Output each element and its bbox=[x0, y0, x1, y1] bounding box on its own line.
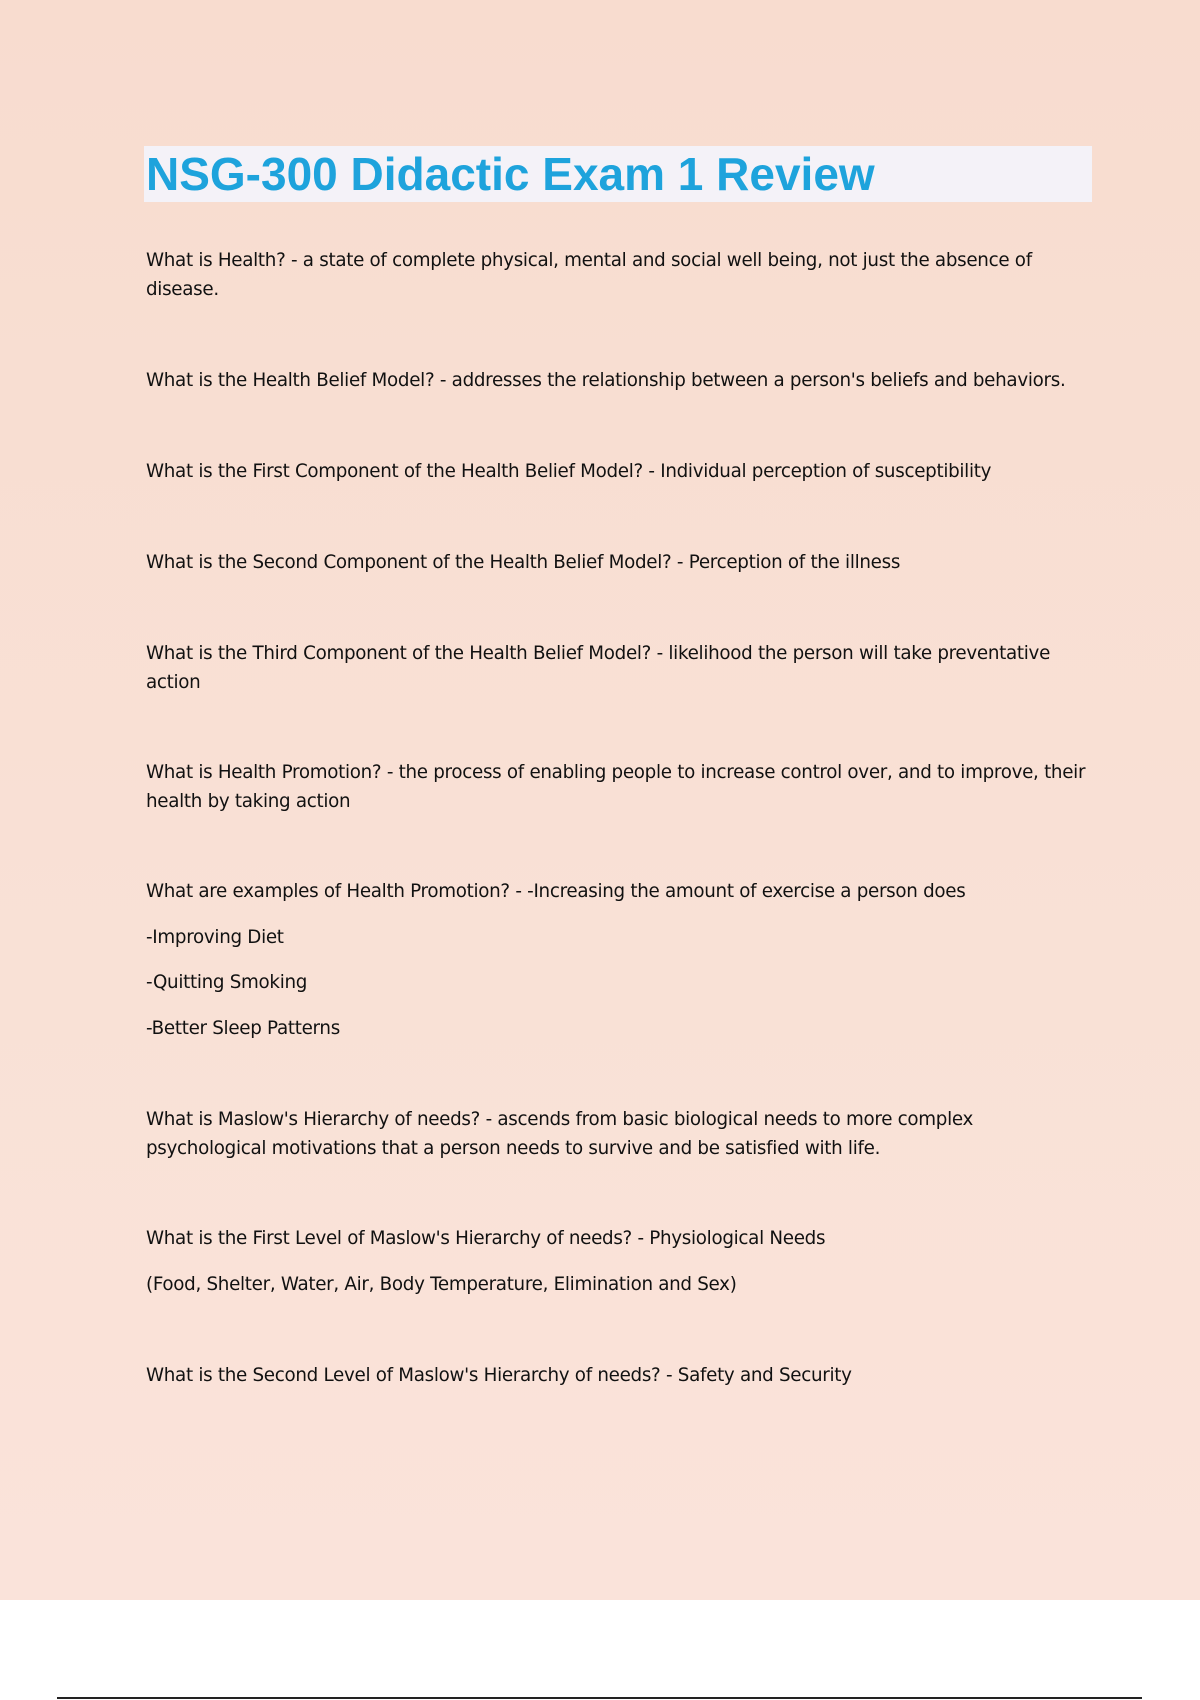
example-improving-diet: -Improving Diet bbox=[146, 927, 284, 948]
qa-item-third-component: What is the Third Component of the Health Belief Model? - likelihood the person will take preventative action bbox=[146, 643, 1051, 693]
qa-item-health-promotion-examples: What are examples of Health Promotion? - -Increasing the amount of exercise a person does bbox=[146, 881, 966, 902]
qa-item-health-promotion: What is Health Promotion? - the process of enabling people to increase control over, and to improve, their health by taking action bbox=[146, 762, 1086, 812]
qa-item-health-belief-model: What is the Health Belief Model? - addresses the relationship between a person's beliefs and behaviors. bbox=[146, 370, 1066, 391]
maslow-first-level-detail: (Food, Shelter, Water, Air, Body Temperature, Elimination and Sex) bbox=[146, 1274, 737, 1295]
footer-divider bbox=[57, 1697, 1142, 1699]
qa-item-second-component: What is the Second Component of the Health Belief Model? - Perception of the illness bbox=[146, 552, 901, 573]
example-quitting-smoking: -Quitting Smoking bbox=[146, 972, 308, 993]
document-title: NSG-300 Didactic Exam 1 Review bbox=[146, 148, 875, 200]
qa-item-maslow-second-level: What is the Second Level of Maslow's Hierarchy of needs? - Safety and Security bbox=[146, 1365, 852, 1386]
qa-item-maslow: What is Maslow's Hierarchy of needs? - ascends from basic biological needs to more complex psychological motivations that a person needs to survive and be satisfied with life. bbox=[146, 1109, 974, 1159]
qa-item-health: What is Health? - a state of complete physical, mental and social well being, not just the absence of disease. bbox=[146, 250, 1032, 300]
qa-item-maslow-first-level: What is the First Level of Maslow's Hierarchy of needs? - Physiological Needs bbox=[146, 1228, 826, 1249]
example-better-sleep: -Better Sleep Patterns bbox=[146, 1018, 340, 1039]
qa-item-first-component: What is the First Component of the Health Belief Model? - Individual perception of susceptibility bbox=[146, 461, 992, 482]
